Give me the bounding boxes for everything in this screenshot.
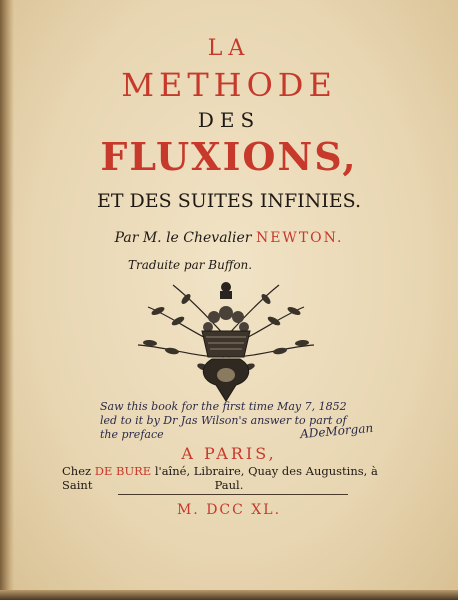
title-line-methode: METHODE — [121, 66, 337, 104]
title-line-fluxions: FLUXIONS, — [100, 134, 358, 179]
note-line-1: Saw this book for the first time May 7, 1852 — [100, 400, 347, 413]
title-line-la: LA — [207, 36, 251, 61]
publisher-prefix: Chez — [62, 464, 92, 478]
author-prefix: Par M. le Chevalier — [114, 230, 252, 246]
author-line — [0, 230, 458, 246]
divider-rule — [118, 494, 348, 495]
page-bottom-edge — [0, 590, 458, 600]
publisher-line-2: Paul. — [214, 478, 244, 492]
urn-with-flowers-icon — [128, 277, 324, 407]
signature: ADeMorgan — [299, 420, 374, 442]
publisher-rest: l'aîné, Libraire, Quay des Augustins, à Saint — [62, 464, 378, 492]
imprint-date: M. DCC XL. — [176, 502, 282, 518]
note-line-3: the preface — [100, 428, 164, 441]
imprint-place: A PARIS, — [181, 444, 277, 463]
note-line-2: led to it by Dr Jas Wilson's answer to part of — [100, 414, 347, 427]
translator-line: Traduite par Buffon. — [128, 258, 253, 272]
author-name: NEWTON. — [255, 230, 344, 246]
publisher-name: DE BURE — [94, 464, 152, 478]
subtitle: ET DES SUITES INFINIES. — [96, 190, 362, 212]
title-line-des: DES — [197, 108, 261, 132]
